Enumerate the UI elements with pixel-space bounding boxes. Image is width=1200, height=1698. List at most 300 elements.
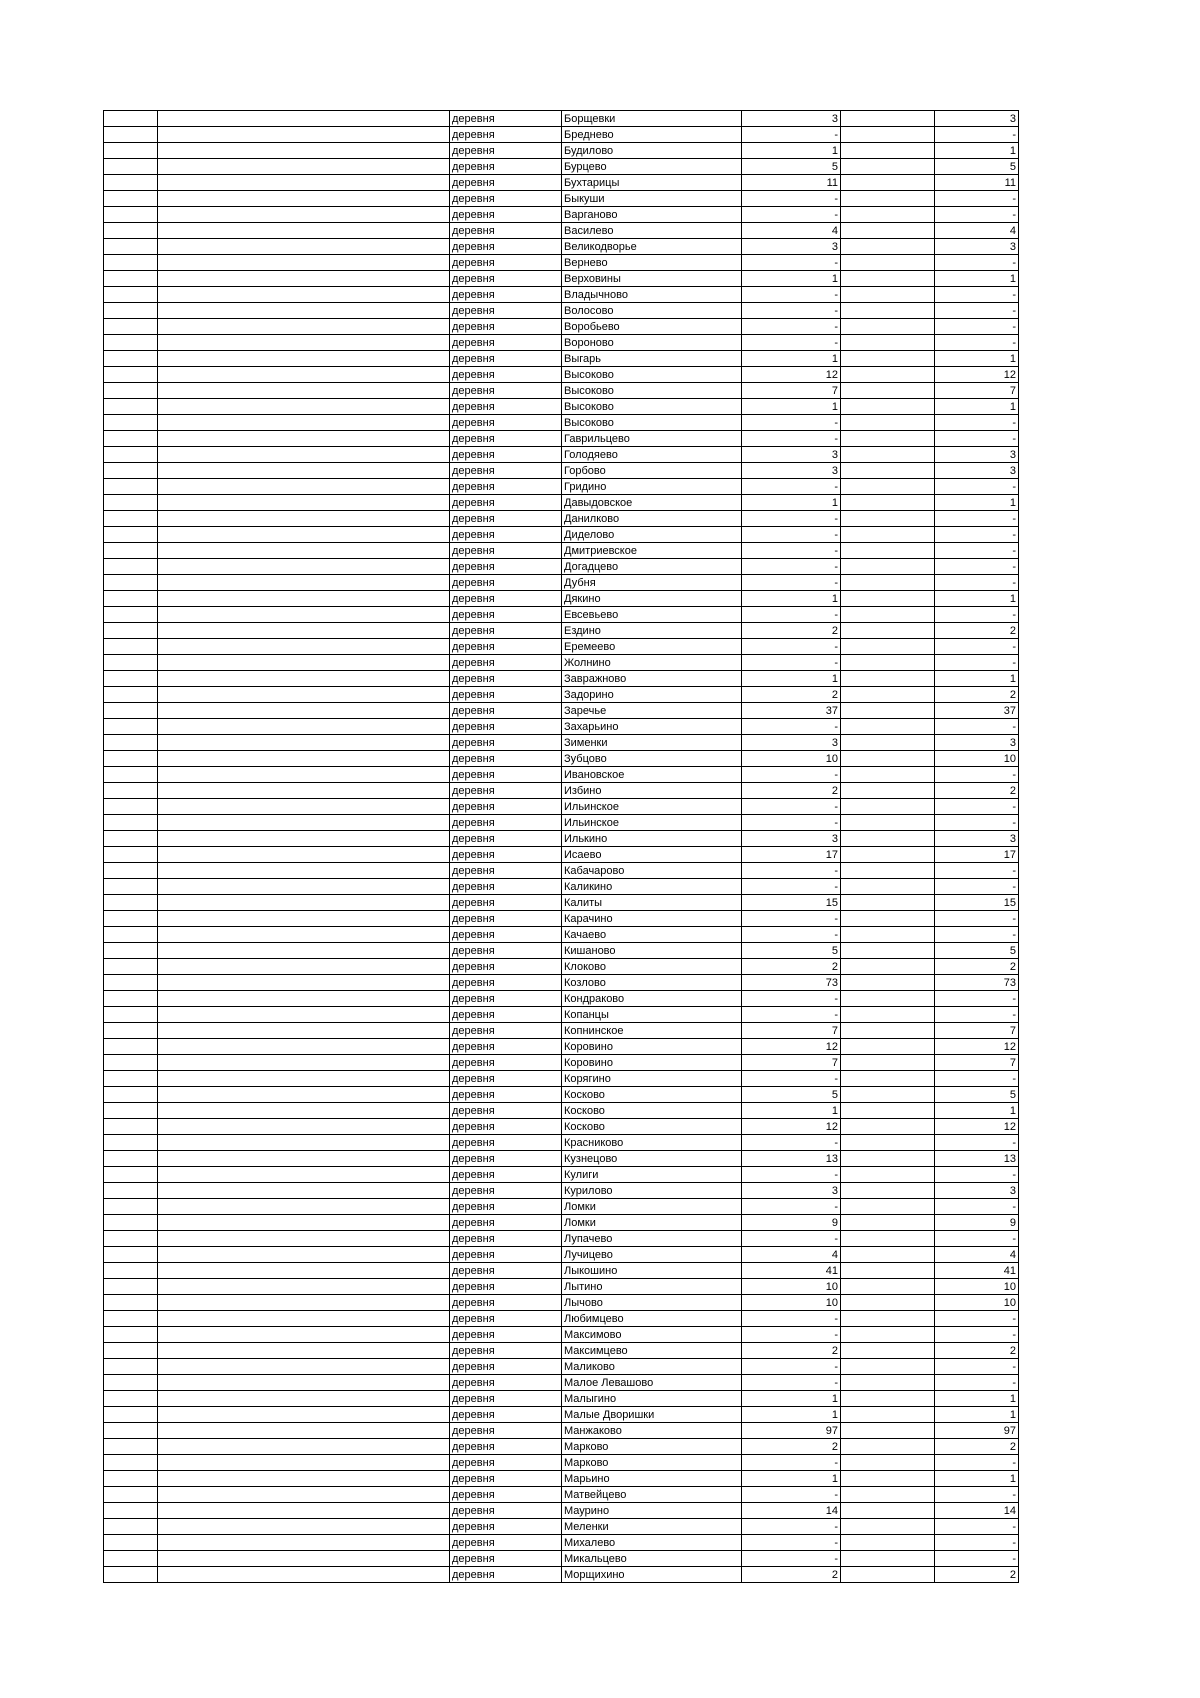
empty-cell: [841, 975, 935, 991]
total-cell: -: [935, 1167, 1019, 1183]
count-cell: 41: [742, 1263, 841, 1279]
table-row: [104, 447, 1019, 463]
empty-cell: [158, 815, 450, 831]
empty-cell: [158, 1263, 450, 1279]
empty-cell: [841, 831, 935, 847]
empty-cell: [841, 783, 935, 799]
table-row: [104, 1327, 1019, 1343]
table-row: [104, 911, 1019, 927]
empty-cell: [158, 1567, 450, 1583]
settlement-name-cell: Любимцево: [562, 1311, 742, 1327]
settlement-name-cell: Зубцово: [562, 751, 742, 767]
empty-cell: [158, 383, 450, 399]
table-row: [104, 639, 1019, 655]
settlement-name-cell: Заречье: [562, 703, 742, 719]
empty-cell: [104, 1247, 158, 1263]
total-cell: -: [935, 559, 1019, 575]
settlement-name-cell: Микальцево: [562, 1551, 742, 1567]
empty-cell: [158, 543, 450, 559]
empty-cell: [841, 1423, 935, 1439]
empty-cell: [158, 719, 450, 735]
total-cell: -: [935, 719, 1019, 735]
empty-cell: [158, 1039, 450, 1055]
table-row: [104, 799, 1019, 815]
table-row: [104, 383, 1019, 399]
empty-cell: [104, 335, 158, 351]
settlement-name-cell: Марково: [562, 1455, 742, 1471]
total-cell: -: [935, 207, 1019, 223]
empty-cell: [841, 1439, 935, 1455]
settlement-name-cell: Давыдовское: [562, 495, 742, 511]
empty-cell: [841, 815, 935, 831]
count-cell: -: [742, 287, 841, 303]
settlement-type-cell: деревня: [450, 287, 562, 303]
empty-cell: [158, 591, 450, 607]
settlement-type-cell: деревня: [450, 719, 562, 735]
empty-cell: [104, 1151, 158, 1167]
count-cell: 10: [742, 1279, 841, 1295]
settlement-name-cell: Клоково: [562, 959, 742, 975]
empty-cell: [841, 591, 935, 607]
settlements-table: [103, 110, 1019, 1583]
empty-cell: [104, 879, 158, 895]
count-cell: 7: [742, 383, 841, 399]
empty-cell: [104, 1167, 158, 1183]
settlement-type-cell: деревня: [450, 1535, 562, 1551]
settlement-name-cell: Диделово: [562, 527, 742, 543]
total-cell: -: [935, 911, 1019, 927]
settlement-name-cell: Ильинское: [562, 815, 742, 831]
total-cell: 1: [935, 143, 1019, 159]
settlement-type-cell: деревня: [450, 1247, 562, 1263]
count-cell: -: [742, 1007, 841, 1023]
empty-cell: [841, 1183, 935, 1199]
table-row: [104, 735, 1019, 751]
settlement-type-cell: деревня: [450, 639, 562, 655]
table-row: [104, 527, 1019, 543]
settlement-name-cell: Горбово: [562, 463, 742, 479]
settlement-type-cell: деревня: [450, 799, 562, 815]
empty-cell: [158, 1487, 450, 1503]
empty-cell: [158, 751, 450, 767]
empty-cell: [104, 1551, 158, 1567]
settlement-type-cell: деревня: [450, 703, 562, 719]
table-row: [104, 287, 1019, 303]
empty-cell: [841, 1007, 935, 1023]
settlement-name-cell: Верховины: [562, 271, 742, 287]
total-cell: 37: [935, 703, 1019, 719]
settlement-name-cell: Малые Дворишки: [562, 1407, 742, 1423]
empty-cell: [104, 1295, 158, 1311]
empty-cell: [104, 1039, 158, 1055]
count-cell: 3: [742, 463, 841, 479]
empty-cell: [841, 1471, 935, 1487]
count-cell: -: [742, 511, 841, 527]
empty-cell: [158, 1183, 450, 1199]
count-cell: 3: [742, 111, 841, 127]
count-cell: -: [742, 719, 841, 735]
settlement-name-cell: Матвейцево: [562, 1487, 742, 1503]
total-cell: 41: [935, 1263, 1019, 1279]
settlement-type-cell: деревня: [450, 223, 562, 239]
settlement-name-cell: Копнинское: [562, 1023, 742, 1039]
settlement-type-cell: деревня: [450, 1135, 562, 1151]
table-row: [104, 895, 1019, 911]
empty-cell: [104, 447, 158, 463]
settlement-type-cell: деревня: [450, 463, 562, 479]
total-cell: -: [935, 431, 1019, 447]
count-cell: -: [742, 1551, 841, 1567]
empty-cell: [104, 831, 158, 847]
empty-cell: [841, 223, 935, 239]
empty-cell: [841, 191, 935, 207]
total-cell: -: [935, 255, 1019, 271]
settlement-name-cell: Коровино: [562, 1039, 742, 1055]
total-cell: -: [935, 927, 1019, 943]
empty-cell: [104, 111, 158, 127]
settlement-name-cell: Марьино: [562, 1471, 742, 1487]
settlement-type-cell: деревня: [450, 1055, 562, 1071]
empty-cell: [841, 943, 935, 959]
empty-cell: [841, 335, 935, 351]
empty-cell: [158, 1151, 450, 1167]
empty-cell: [104, 1231, 158, 1247]
empty-cell: [841, 1551, 935, 1567]
table-row: [104, 1087, 1019, 1103]
empty-cell: [104, 1023, 158, 1039]
empty-cell: [841, 495, 935, 511]
settlement-type-cell: деревня: [450, 415, 562, 431]
empty-cell: [841, 847, 935, 863]
count-cell: 15: [742, 895, 841, 911]
empty-cell: [104, 223, 158, 239]
table-row: [104, 1055, 1019, 1071]
count-cell: 1: [742, 495, 841, 511]
count-cell: 1: [742, 399, 841, 415]
empty-cell: [104, 367, 158, 383]
settlement-name-cell: Владычново: [562, 287, 742, 303]
count-cell: 2: [742, 687, 841, 703]
settlement-type-cell: деревня: [450, 831, 562, 847]
empty-cell: [104, 991, 158, 1007]
empty-cell: [158, 575, 450, 591]
empty-cell: [104, 655, 158, 671]
count-cell: 13: [742, 1151, 841, 1167]
empty-cell: [841, 1263, 935, 1279]
empty-cell: [158, 351, 450, 367]
table-row: [104, 815, 1019, 831]
empty-cell: [104, 543, 158, 559]
empty-cell: [841, 927, 935, 943]
total-cell: 7: [935, 383, 1019, 399]
empty-cell: [158, 1519, 450, 1535]
table-row: [104, 319, 1019, 335]
empty-cell: [841, 1407, 935, 1423]
empty-cell: [158, 1199, 450, 1215]
table-row: [104, 463, 1019, 479]
total-cell: 10: [935, 751, 1019, 767]
table-row: [104, 511, 1019, 527]
count-cell: 2: [742, 1343, 841, 1359]
total-cell: -: [935, 127, 1019, 143]
settlement-name-cell: Лытино: [562, 1279, 742, 1295]
settlement-name-cell: Коровино: [562, 1055, 742, 1071]
count-cell: -: [742, 1535, 841, 1551]
empty-cell: [158, 511, 450, 527]
settlement-name-cell: Избино: [562, 783, 742, 799]
table-row: [104, 271, 1019, 287]
count-cell: -: [742, 1167, 841, 1183]
empty-cell: [104, 911, 158, 927]
total-cell: 17: [935, 847, 1019, 863]
total-cell: -: [935, 607, 1019, 623]
empty-cell: [841, 1535, 935, 1551]
empty-cell: [158, 159, 450, 175]
table-row: [104, 1183, 1019, 1199]
empty-cell: [841, 1151, 935, 1167]
total-cell: 12: [935, 1039, 1019, 1055]
total-cell: 3: [935, 463, 1019, 479]
table-row: [104, 1295, 1019, 1311]
settlement-type-cell: деревня: [450, 1375, 562, 1391]
settlement-type-cell: деревня: [450, 495, 562, 511]
empty-cell: [841, 431, 935, 447]
total-cell: 1: [935, 271, 1019, 287]
count-cell: -: [742, 335, 841, 351]
empty-cell: [158, 207, 450, 223]
settlement-type-cell: деревня: [450, 767, 562, 783]
total-cell: 15: [935, 895, 1019, 911]
empty-cell: [104, 559, 158, 575]
empty-cell: [158, 767, 450, 783]
table-row: [104, 559, 1019, 575]
settlement-name-cell: Варганово: [562, 207, 742, 223]
settlement-type-cell: деревня: [450, 1279, 562, 1295]
settlement-name-cell: Зименки: [562, 735, 742, 751]
total-cell: 5: [935, 943, 1019, 959]
total-cell: -: [935, 767, 1019, 783]
empty-cell: [104, 527, 158, 543]
table-row: [104, 159, 1019, 175]
total-cell: 4: [935, 223, 1019, 239]
settlement-name-cell: Бреднево: [562, 127, 742, 143]
settlement-type-cell: деревня: [450, 815, 562, 831]
table-row: [104, 1007, 1019, 1023]
empty-cell: [158, 911, 450, 927]
empty-cell: [104, 1391, 158, 1407]
empty-cell: [841, 511, 935, 527]
settlement-type-cell: деревня: [450, 959, 562, 975]
settlement-name-cell: Ломки: [562, 1199, 742, 1215]
table-row: [104, 863, 1019, 879]
settlement-name-cell: Жолнино: [562, 655, 742, 671]
settlement-type-cell: деревня: [450, 559, 562, 575]
settlement-type-cell: деревня: [450, 735, 562, 751]
empty-cell: [104, 719, 158, 735]
empty-cell: [104, 1215, 158, 1231]
empty-cell: [104, 1471, 158, 1487]
empty-cell: [158, 447, 450, 463]
total-cell: 10: [935, 1295, 1019, 1311]
settlement-name-cell: Кишаново: [562, 943, 742, 959]
count-cell: -: [742, 1455, 841, 1471]
total-cell: -: [935, 303, 1019, 319]
empty-cell: [104, 1503, 158, 1519]
settlement-name-cell: Вороново: [562, 335, 742, 351]
empty-cell: [841, 639, 935, 655]
total-cell: 3: [935, 1183, 1019, 1199]
empty-cell: [841, 1247, 935, 1263]
settlement-type-cell: деревня: [450, 1263, 562, 1279]
empty-cell: [841, 207, 935, 223]
table-row: [104, 847, 1019, 863]
empty-cell: [841, 1375, 935, 1391]
settlement-name-cell: Борщевки: [562, 111, 742, 127]
table-row: [104, 415, 1019, 431]
table-row: [104, 1455, 1019, 1471]
empty-cell: [158, 367, 450, 383]
settlement-type-cell: деревня: [450, 239, 562, 255]
table-row: [104, 687, 1019, 703]
empty-cell: [841, 719, 935, 735]
settlement-type-cell: деревня: [450, 1487, 562, 1503]
empty-cell: [104, 351, 158, 367]
empty-cell: [104, 1103, 158, 1119]
table-row: [104, 671, 1019, 687]
count-cell: -: [742, 127, 841, 143]
empty-cell: [841, 255, 935, 271]
settlement-name-cell: Высоково: [562, 399, 742, 415]
settlement-type-cell: деревня: [450, 383, 562, 399]
empty-cell: [841, 1231, 935, 1247]
total-cell: 11: [935, 175, 1019, 191]
settlement-type-cell: деревня: [450, 207, 562, 223]
total-cell: 13: [935, 1151, 1019, 1167]
count-cell: -: [742, 431, 841, 447]
empty-cell: [841, 1167, 935, 1183]
empty-cell: [841, 1487, 935, 1503]
empty-cell: [104, 511, 158, 527]
table-row: [104, 1263, 1019, 1279]
settlement-name-cell: Ездино: [562, 623, 742, 639]
total-cell: 12: [935, 367, 1019, 383]
empty-cell: [104, 1055, 158, 1071]
table-row: [104, 975, 1019, 991]
settlement-type-cell: деревня: [450, 1519, 562, 1535]
settlement-name-cell: Ильинское: [562, 799, 742, 815]
settlement-type-cell: деревня: [450, 911, 562, 927]
empty-cell: [841, 303, 935, 319]
empty-cell: [841, 1135, 935, 1151]
settlement-type-cell: деревня: [450, 1471, 562, 1487]
empty-cell: [104, 319, 158, 335]
settlement-type-cell: деревня: [450, 1023, 562, 1039]
table-row: [104, 623, 1019, 639]
count-cell: -: [742, 191, 841, 207]
count-cell: 2: [742, 623, 841, 639]
total-cell: 4: [935, 1247, 1019, 1263]
table-row: [104, 127, 1019, 143]
count-cell: -: [742, 255, 841, 271]
settlement-name-cell: Красниково: [562, 1135, 742, 1151]
empty-cell: [841, 479, 935, 495]
empty-cell: [158, 1311, 450, 1327]
settlement-type-cell: деревня: [450, 751, 562, 767]
empty-cell: [158, 1343, 450, 1359]
empty-cell: [841, 351, 935, 367]
empty-cell: [841, 175, 935, 191]
count-cell: 1: [742, 1407, 841, 1423]
total-cell: 1: [935, 1471, 1019, 1487]
empty-cell: [841, 1567, 935, 1583]
count-cell: -: [742, 1231, 841, 1247]
empty-cell: [158, 559, 450, 575]
table-row: [104, 1343, 1019, 1359]
count-cell: -: [742, 879, 841, 895]
empty-cell: [841, 607, 935, 623]
empty-cell: [158, 303, 450, 319]
empty-cell: [158, 1391, 450, 1407]
empty-cell: [158, 1167, 450, 1183]
settlement-name-cell: Ивановское: [562, 767, 742, 783]
empty-cell: [104, 1071, 158, 1087]
table-row: [104, 255, 1019, 271]
empty-cell: [158, 783, 450, 799]
settlement-name-cell: Догадцево: [562, 559, 742, 575]
empty-cell: [841, 1103, 935, 1119]
table-row: [104, 1039, 1019, 1055]
total-cell: -: [935, 1455, 1019, 1471]
count-cell: -: [742, 799, 841, 815]
total-cell: 1: [935, 1103, 1019, 1119]
settlement-name-cell: Василево: [562, 223, 742, 239]
total-cell: -: [935, 543, 1019, 559]
empty-cell: [158, 703, 450, 719]
settlement-type-cell: деревня: [450, 591, 562, 607]
count-cell: -: [742, 639, 841, 655]
count-cell: 11: [742, 175, 841, 191]
count-cell: 37: [742, 703, 841, 719]
table-row: [104, 351, 1019, 367]
total-cell: -: [935, 575, 1019, 591]
empty-cell: [841, 1519, 935, 1535]
empty-cell: [841, 1359, 935, 1375]
settlement-type-cell: деревня: [450, 479, 562, 495]
empty-cell: [158, 895, 450, 911]
settlement-type-cell: деревня: [450, 927, 562, 943]
empty-cell: [104, 495, 158, 511]
settlement-name-cell: Высоково: [562, 383, 742, 399]
count-cell: -: [742, 207, 841, 223]
table-row: [104, 927, 1019, 943]
settlement-type-cell: деревня: [450, 1407, 562, 1423]
settlement-type-cell: деревня: [450, 1327, 562, 1343]
count-cell: 3: [742, 735, 841, 751]
empty-cell: [158, 687, 450, 703]
empty-cell: [841, 271, 935, 287]
table-row: [104, 591, 1019, 607]
table-row: [104, 1247, 1019, 1263]
table-row: [104, 575, 1019, 591]
settlement-name-cell: Вернево: [562, 255, 742, 271]
empty-cell: [158, 1135, 450, 1151]
table-row: [104, 111, 1019, 127]
empty-cell: [841, 1039, 935, 1055]
empty-cell: [158, 1215, 450, 1231]
count-cell: 1: [742, 1391, 841, 1407]
settlement-type-cell: деревня: [450, 1103, 562, 1119]
settlement-type-cell: деревня: [450, 1039, 562, 1055]
